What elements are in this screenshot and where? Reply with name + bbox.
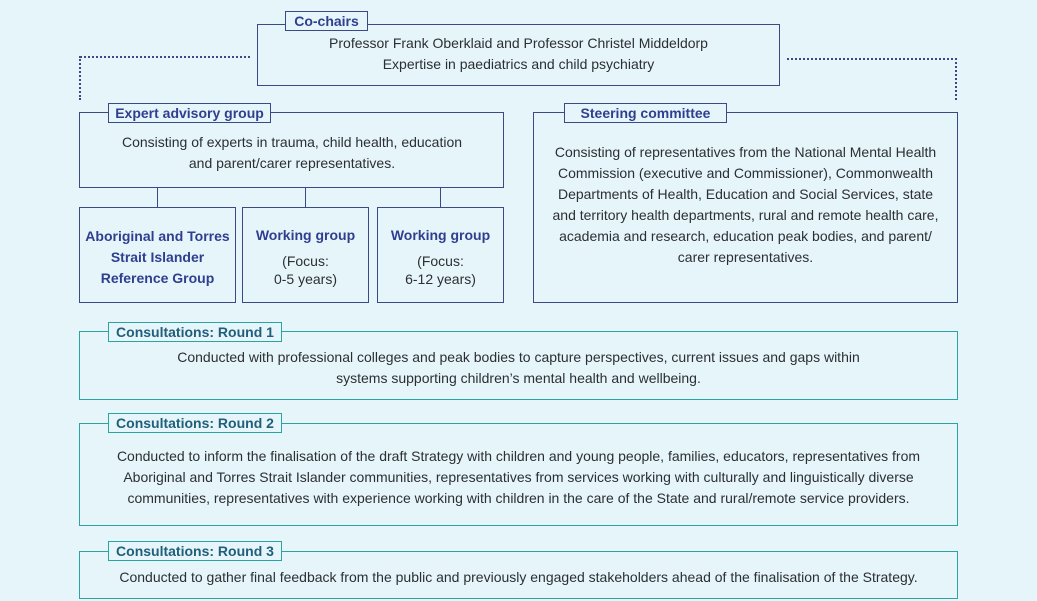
subgroup-working-6-12-focus-label: (Focus: [417,253,464,269]
cochairs-names: Professor Frank Oberklaid and Professor Christel Middeldorp [329,35,708,51]
connector-left-vertical [79,56,81,100]
steering-committee-text: Consisting of representatives from the National Mental Health Commission (executive and Commissioner), Commonwealth Departments of Health, Education and Social Services, state and territory health departments, rural and remote health care, academia and research, education peak bodies, and parent/ carer representatives. [552,144,939,265]
subgroup-working-0-5-focus-label: (Focus: [282,253,329,269]
consultation-round-3-text: Conducted to gather final feedback from the public and previously engaged stakeholders ahead of the finalisation of the Strategy. [119,569,918,585]
connector-right-horizontal [787,58,957,60]
expert-advisory-tab: Expert advisory group [108,103,271,123]
consultation-round-3-tab: Consultations: Round 3 [108,541,282,561]
expert-advisory-text: Consisting of experts in trauma, child health, education and parent/carer representatives. [121,134,463,171]
connector-subgroup-2 [305,188,306,208]
subgroup-working-0-5-title: Working group [255,227,356,243]
connector-left-horizontal [80,56,250,58]
subgroup-working-6-12-title: Working group [390,227,491,243]
connector-subgroup-1 [157,188,158,208]
subgroup-working-6-12-focus-range: 6-12 years) [405,271,476,287]
consultation-round-1-tab: Consultations: Round 1 [108,322,282,342]
subgroup-aboriginal-title: Aboriginal and Torres Strait Islander Reference Group [85,228,230,286]
consultation-round-1-text: Conducted with professional colleges and peak bodies to capture perspectives, current issues and gaps within systems supporting children’s mental health and wellbeing. [177,349,860,386]
connector-right-vertical [955,58,957,100]
cochairs-tab: Co-chairs [285,11,368,31]
steering-committee-tab: Steering committee [564,103,727,123]
cochairs-expertise: Expertise in paediatrics and child psychiatry [382,56,655,72]
consultation-round-2-tab: Consultations: Round 2 [108,413,282,433]
connector-subgroup-3 [440,188,441,208]
consultation-round-2-text: Conducted to inform the finalisation of the draft Strategy with children and young people, families, educators, representatives from Aboriginal and Torres Strait Islander communities, representatives from services working with culturally and linguistically diverse communities, representatives with experience working with children in the care of the State and rural/remote service providers. [116,448,921,506]
subgroup-working-0-5-focus-range: 0-5 years) [273,271,338,287]
